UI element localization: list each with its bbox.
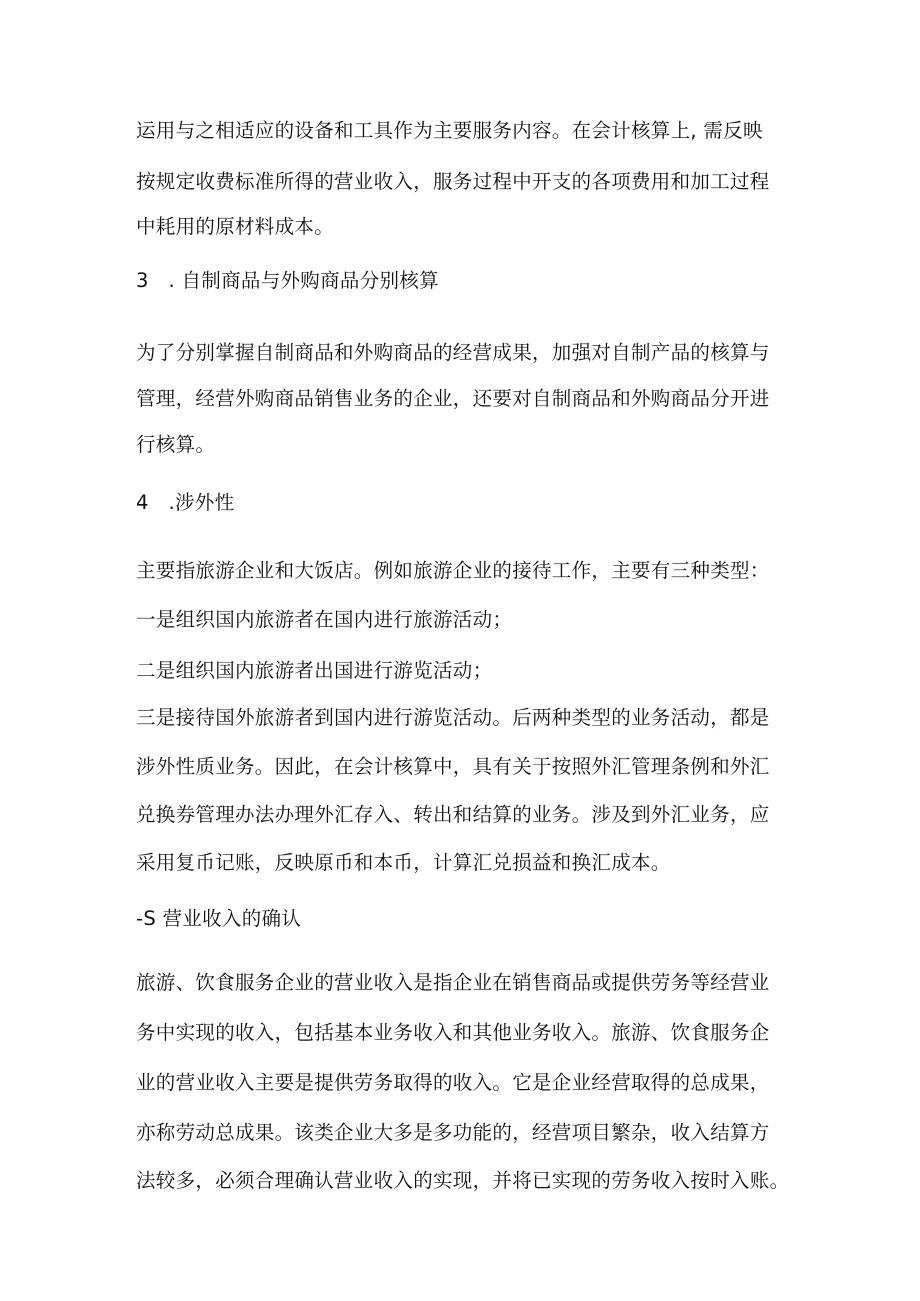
paragraph-line: 为了分别掌握自制商品和外购商品的经营成果，加强对自制产品的核算与 xyxy=(136,341,770,364)
paragraph-line: 旅游、饮食服务企业的营业收入是指企业在销售商品或提供劳务等经营业 xyxy=(136,971,770,994)
paragraph-line: 兑换券管理办法办理外汇存入、转出和结算的业务。涉及到外汇业务，应 xyxy=(136,803,770,826)
section-heading: 4 .涉外性 xyxy=(136,491,235,514)
paragraph-line: 亦称劳动总成果。该类企业大多是多功能的，经营项目繁杂，收入结算方 xyxy=(136,1121,770,1144)
paragraph-line: 涉外性质业务。因此，在会计核算中，具有关于按照外汇管理条例和外汇 xyxy=(136,755,770,778)
paragraph-line: 中耗用的原材料成本。 xyxy=(136,215,335,238)
paragraph-line: 一是组织国内旅游者在国内进行旅游活动； xyxy=(136,608,513,631)
paragraph-line: 务中实现的收入，包括基本业务收入和其他业务收入。旅游、饮食服务企 xyxy=(136,1021,770,1044)
paragraph-line: 运用与之相适应的设备和工具作为主要服务内容。在会计核算上, 需反映 xyxy=(136,119,763,142)
paragraph-line: 行核算。 xyxy=(136,433,216,456)
paragraph-line: 主要指旅游企业和大饭店。例如旅游企业的接待工作，主要有三种类型： xyxy=(136,559,770,582)
paragraph-line: 业的营业收入主要是提供劳务取得的收入。它是企业经营取得的总成果， xyxy=(136,1071,770,1094)
paragraph-line: 采用复币记账，反映原币和本币，计算汇兑损益和换汇成本。 xyxy=(136,851,671,874)
section-heading: 3 . 自制商品与外购商品分别核算 xyxy=(136,269,439,292)
paragraph-line: 管理，经营外购商品销售业务的企业，还要对自制商品和外购商品分开进 xyxy=(136,387,770,410)
section-heading: -S 营业收入的确认 xyxy=(136,907,302,930)
paragraph-line: 三是接待国外旅游者到国内进行游览活动。后两种类型的业务活动，都是 xyxy=(136,706,770,729)
paragraph-line: 按规定收费标准所得的营业收入，服务过程中开支的各项费用和加工过程 xyxy=(136,170,770,193)
paragraph-line: 二是组织国内旅游者出国进行游览活动； xyxy=(136,659,493,682)
paragraph-line: 法较多，必须合理确认营业收入的实现，并将已实现的劳务收入按时入账。 xyxy=(136,1169,790,1192)
